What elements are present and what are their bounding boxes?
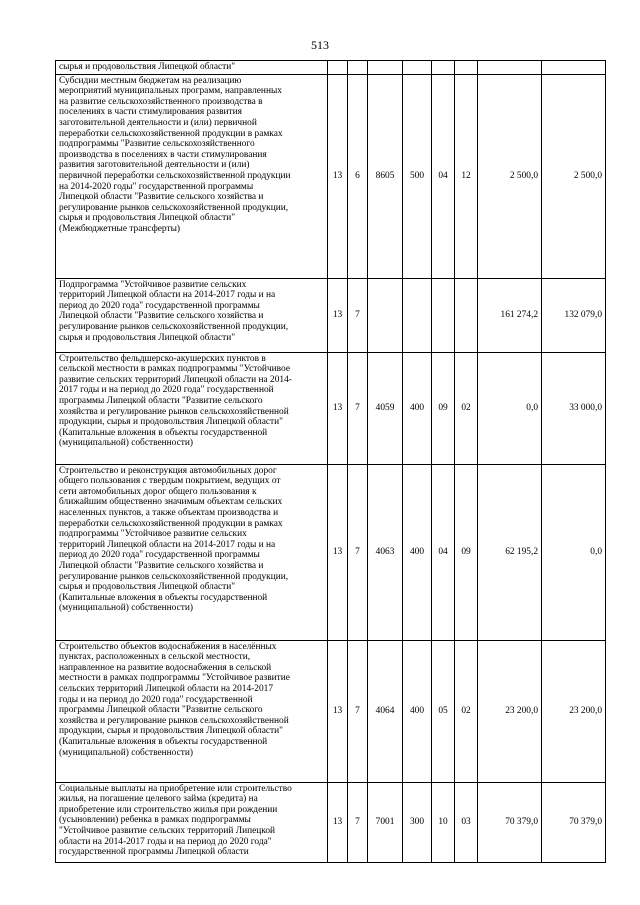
description-line: (муниципальной) собственности) <box>59 438 193 449</box>
description-line: (муниципальной) собственности) <box>59 603 193 614</box>
description-line: продукции, сырья и продовольствия Липецкой области" <box>59 417 283 428</box>
description-line: подпрограммы "Развитие сельскохозяйственного <box>59 139 255 150</box>
division-code <box>432 278 455 352</box>
amount-year-2 <box>542 61 606 75</box>
row-description <box>56 782 328 862</box>
amount-year-2: 33 000,0 <box>542 352 606 464</box>
row-description <box>56 278 328 352</box>
subprogram-code <box>348 61 368 75</box>
section-code: 13 <box>328 74 348 278</box>
description-line: сети автомобильных дорог общего пользования к <box>59 486 257 497</box>
expense-type-code <box>403 61 432 75</box>
target-code: 7001 <box>368 782 403 862</box>
section-code: 13 <box>328 782 348 862</box>
section-code: 13 <box>328 352 348 464</box>
description-line: развития заготовительной деятельности и (или) <box>59 160 250 171</box>
amount-year-1: 62 195,2 <box>478 464 542 640</box>
amount-year-1: 2 500,0 <box>478 74 542 278</box>
division-code: 09 <box>432 352 455 464</box>
description-line: ближайшим общественно значимым объектам сельских <box>59 497 283 508</box>
subdivision-code: 09 <box>455 464 478 640</box>
section-code: 13 <box>328 278 348 352</box>
subprogram-code: 6 <box>348 74 368 278</box>
amount-year-2: 0,0 <box>542 464 606 640</box>
description-line: продукции, сырья и продовольствия Липецкой области" <box>59 726 283 737</box>
subdivision-code: 12 <box>455 74 478 278</box>
description-line: населенных пунктов, а также объектам производства и <box>59 507 279 518</box>
description-line: период до 2020 года" государственной программы <box>59 550 260 561</box>
description-line: Строительство объектов водоснабжения в населённых <box>59 641 277 652</box>
description-line: развитие сельских территорий Липецкой области на 2014- <box>59 374 292 385</box>
description-line: (Межбюджетные трансферты) <box>59 223 181 234</box>
description-line: сырья и продовольствия Липецкой области" <box>59 62 236 72</box>
description-line: сельской местности в рамках подпрограммы "Устойчивое <box>59 364 291 375</box>
amount-year-1: 161 274,2 <box>478 278 542 352</box>
subdivision-code <box>455 278 478 352</box>
description-line: подпрограммы "Устойчивое развитие сельских <box>59 529 247 540</box>
description-line: программы Липецкой области "Развитие сельского <box>59 395 263 406</box>
row-description <box>56 74 328 278</box>
description-line: Липецкой области "Развитие сельского хозяйства и <box>59 311 264 322</box>
section-code <box>328 61 348 75</box>
description-line: мероприятий муниципальных программ, направленных <box>59 86 282 97</box>
division-code: 05 <box>432 640 455 782</box>
description-line: переработки сельскохозяйственной продукции в рамках <box>59 128 283 139</box>
table-row <box>56 782 606 862</box>
subdivision-code: 03 <box>455 782 478 862</box>
description-line: Социальные выплаты на приобретение или строительство <box>59 783 292 794</box>
description-line: поселениях в части стимулирования развития <box>59 107 242 118</box>
description-line: регулирование рынков сельскохозяйственной продукции, <box>59 571 289 582</box>
division-code: 04 <box>432 464 455 640</box>
description-line: 2017 годы и на период до 2020 года" государственной <box>59 385 274 396</box>
description-line: сырья и продовольствия Липецкой области" <box>59 213 236 224</box>
target-code <box>368 61 403 75</box>
amount-year-2: 23 200,0 <box>542 640 606 782</box>
description-line: территорий Липецкой области на 2014-2017 годы и на <box>59 539 276 550</box>
description-line: Подпрограмма "Устойчивое развитие сельских <box>59 279 247 290</box>
amount-year-2: 70 379,0 <box>542 782 606 862</box>
description-line: общего пользования с твердым покрытием, ведущих от <box>59 476 281 487</box>
description-line: (Капитальные вложения в объекты государственной <box>59 592 268 603</box>
description-line: (Капитальные вложения в объекты государственной <box>59 427 268 438</box>
description-line: сельских территорий Липецкой области на 2014-2017 <box>59 683 274 694</box>
description-line: Строительство фельдшерско-акушерских пунктов в <box>59 353 266 364</box>
row-description <box>56 352 328 464</box>
description-line: Строительство и реконструкция автомобильных дорог <box>59 465 277 476</box>
description-line: хозяйства и регулирование рынков сельскохозяйственной <box>59 715 289 726</box>
table-row <box>56 464 606 640</box>
description-line: (муниципальной) собственности) <box>59 747 193 758</box>
amount-year-2: 132 079,0 <box>542 278 606 352</box>
description-line: Липецкой области "Развитие сельского хозяйства и <box>59 192 264 203</box>
description-line: направленное на развитие водоснабжения в сельской <box>59 662 272 673</box>
description-line: программы Липецкой области "Развитие сельского <box>59 705 263 716</box>
description-line: регулирование рынков сельскохозяйственной продукции, <box>59 202 289 213</box>
subprogram-code: 7 <box>348 278 368 352</box>
description-line: "Устойчивое развитие сельских территорий Липецкой <box>59 825 276 836</box>
row-description <box>56 61 328 75</box>
section-code: 13 <box>328 640 348 782</box>
subprogram-code: 7 <box>348 464 368 640</box>
expense-type-code: 400 <box>403 640 432 782</box>
description-line: Субсидии местным бюджетам на реализацию <box>59 75 242 86</box>
description-line: на 2014-2020 годы" государственной программы <box>59 181 254 192</box>
amount-year-1: 0,0 <box>478 352 542 464</box>
description-line: период до 2020 года" государственной программы <box>59 300 260 311</box>
expense-type-code <box>403 278 432 352</box>
row-description <box>56 464 328 640</box>
description-line: территорий Липецкой области на 2014-2017 годы и на <box>59 290 276 301</box>
description-line: производства в поселениях в части стимулирования <box>59 149 267 160</box>
subprogram-code: 7 <box>348 352 368 464</box>
description-line: (Капитальные вложения в объекты государственной <box>59 736 268 747</box>
row-description <box>56 640 328 782</box>
description-line: заготовительной деятельности и (или) первичной <box>59 117 257 128</box>
division-code: 10 <box>432 782 455 862</box>
table-row <box>56 74 606 278</box>
subdivision-code: 02 <box>455 640 478 782</box>
division-code <box>432 61 455 75</box>
page-number: 513 <box>311 38 329 52</box>
target-code: 4064 <box>368 640 403 782</box>
target-code: 8605 <box>368 74 403 278</box>
amount-year-1 <box>478 61 542 75</box>
description-line: Липецкой области "Развитие сельского хозяйства и <box>59 560 264 571</box>
subprogram-code: 7 <box>348 640 368 782</box>
subdivision-code: 02 <box>455 352 478 464</box>
subprogram-code: 7 <box>348 782 368 862</box>
description-line: области на 2014-2017 годы и на период до 2020 года" <box>59 836 272 847</box>
expense-type-code: 400 <box>403 464 432 640</box>
amount-year-1: 70 379,0 <box>478 782 542 862</box>
description-line: на развитие сельскохозяйственного производства в <box>59 96 263 107</box>
expense-type-code: 500 <box>403 74 432 278</box>
description-line: местности в рамках подпрограммы "Устойчивое развитие <box>59 673 290 684</box>
description-line: первичной переработки сельскохозяйственной продукции <box>59 170 291 181</box>
amount-year-2: 2 500,0 <box>542 74 606 278</box>
target-code <box>368 278 403 352</box>
table-body <box>56 61 606 863</box>
budget-table <box>55 60 606 863</box>
expense-type-code: 400 <box>403 352 432 464</box>
description-line: сырья и продовольствия Липецкой области" <box>59 582 236 593</box>
target-code: 4063 <box>368 464 403 640</box>
description-line: (усыновлении) ребенка в рамках подпрограммы <box>59 815 251 826</box>
description-line: регулирование рынков сельскохозяйственной продукции, <box>59 321 289 332</box>
description-line: сырья и продовольствия Липецкой области" <box>59 332 236 343</box>
table-row <box>56 278 606 352</box>
expense-type-code: 300 <box>403 782 432 862</box>
description-line: государственной программы Липецкой области <box>59 847 249 858</box>
table-row <box>56 352 606 464</box>
description-line: переработки сельскохозяйственной продукции в рамках <box>59 518 283 529</box>
division-code: 04 <box>432 74 455 278</box>
table-row <box>56 640 606 782</box>
description-line: приобретение или строительство жилья при рождении <box>59 804 278 815</box>
amount-year-1: 23 200,0 <box>478 640 542 782</box>
section-code: 13 <box>328 464 348 640</box>
description-line: жилья, на погашение целевого займа (кредита) на <box>59 794 258 805</box>
description-line: пунктах, расположенных в сельской местности, <box>59 652 251 663</box>
target-code: 4059 <box>368 352 403 464</box>
description-line: годы и на период до 2020 года" государственной <box>59 694 253 705</box>
table-row <box>56 61 606 75</box>
description-line: хозяйства и регулирование рынков сельскохозяйственной <box>59 406 289 417</box>
subdivision-code <box>455 61 478 75</box>
